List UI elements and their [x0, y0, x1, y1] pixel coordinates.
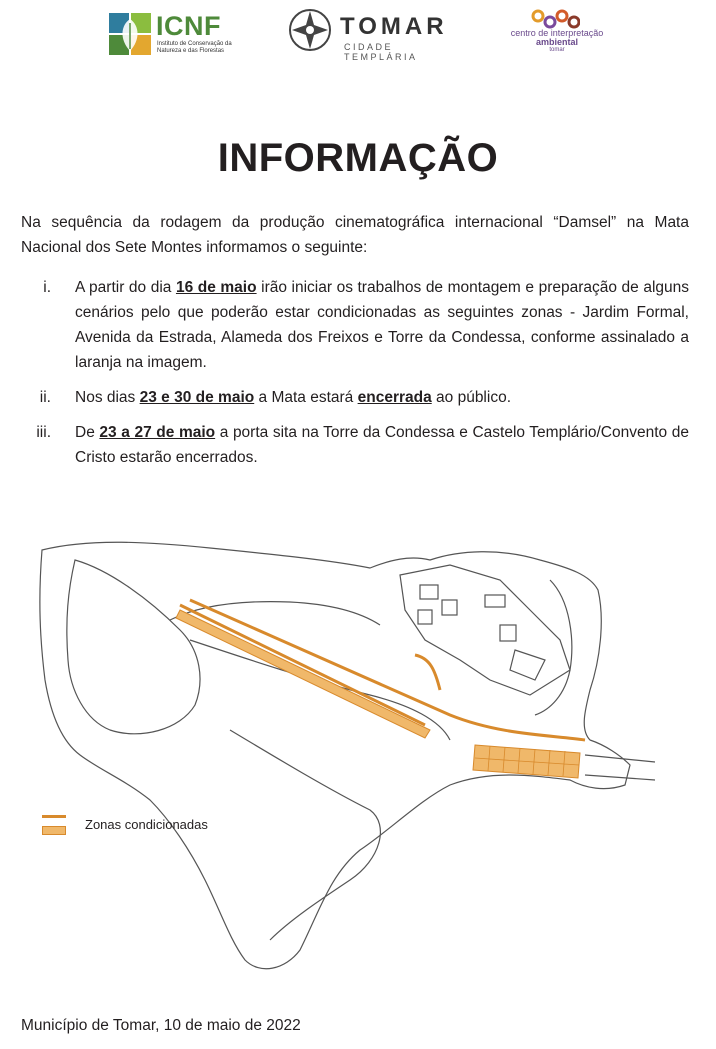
legend-area-swatch: [42, 826, 66, 835]
info-list: [21, 275, 689, 480]
cia-line-1: centro de interpretação: [510, 28, 604, 38]
item-date-highlight: 16 de maio: [175, 279, 257, 296]
page-title: INFORMAÇÃO: [217, 136, 499, 180]
item-text-post: irão iniciar os trabalhos de montagem e preparação de alguns cenários pelo que poderão estar condicionadas as seguintes zonas - Jardim Formal, Avenida da Estrada, Alameda dos Freixos e Torre da Condessa, conforme assinalado a laranja na imagem.: [75, 279, 690, 371]
road-east: [585, 755, 655, 780]
item-text-post: a porta sita na Torre da Condessa e Castelo Templário/Convento de Cristo estarão encerrados.: [75, 424, 689, 466]
header-logos: [0, 8, 716, 60]
path-south: [230, 730, 380, 940]
restricted-path-torre: [415, 655, 440, 690]
legend-line-swatch: [42, 815, 66, 818]
restricted-zones: [176, 600, 585, 778]
intro-paragraph: Na sequência da rodagem da produção cinematográfica internacional “Damsel” na Mata Nacional dos Sete Montes informamos o seguinte:: [21, 214, 689, 256]
park-map: [30, 530, 660, 990]
item-text-pre: De: [75, 424, 100, 441]
icnf-leaf-icon: [109, 13, 151, 55]
item-text-pre: Nos dias: [75, 389, 140, 406]
icnf-subtitle: Instituto de Conservação da Natureza e das Florestas: [157, 41, 232, 54]
tomar-logo: [288, 8, 468, 60]
item-number: ii.: [39, 389, 51, 406]
item-date-highlight: 23 e 30 de maio: [139, 389, 255, 406]
item-text-pre: A partir do dia: [75, 279, 176, 296]
restricted-path-avenida: [180, 605, 425, 725]
legend-label: Zonas condicionadas: [85, 817, 208, 832]
icnf-wordmark: ICNF: [156, 11, 221, 41]
tomar-subtitle: CIDADE TEMPLÁRIA: [344, 42, 418, 62]
templar-cross-icon: [288, 8, 332, 52]
list-item: [21, 275, 689, 375]
item-date-highlight: 23 a 27 de maio: [99, 424, 216, 441]
footer-signature: Município de Tomar, 10 de maio de 2022: [21, 1017, 301, 1034]
path-west-loop: [67, 560, 200, 734]
cia-circles-icon: [530, 8, 580, 30]
item-text-mid: a Mata estará: [254, 389, 358, 406]
item-closed-highlight: encerrada: [357, 389, 432, 406]
list-item: [21, 385, 689, 410]
restricted-area-avenida: [176, 610, 430, 738]
item-number: i.: [43, 279, 51, 296]
tomar-wordmark: TOMAR: [340, 13, 448, 40]
cia-logo: [502, 8, 612, 60]
cia-line-2: ambiental: [535, 37, 578, 47]
cia-line-3: tomar: [549, 47, 565, 53]
path-east-loop: [535, 580, 572, 715]
icnf-logo: [109, 12, 244, 58]
list-item: [21, 420, 689, 470]
item-number: iii.: [36, 424, 51, 441]
item-text-post: ao público.: [431, 389, 511, 406]
